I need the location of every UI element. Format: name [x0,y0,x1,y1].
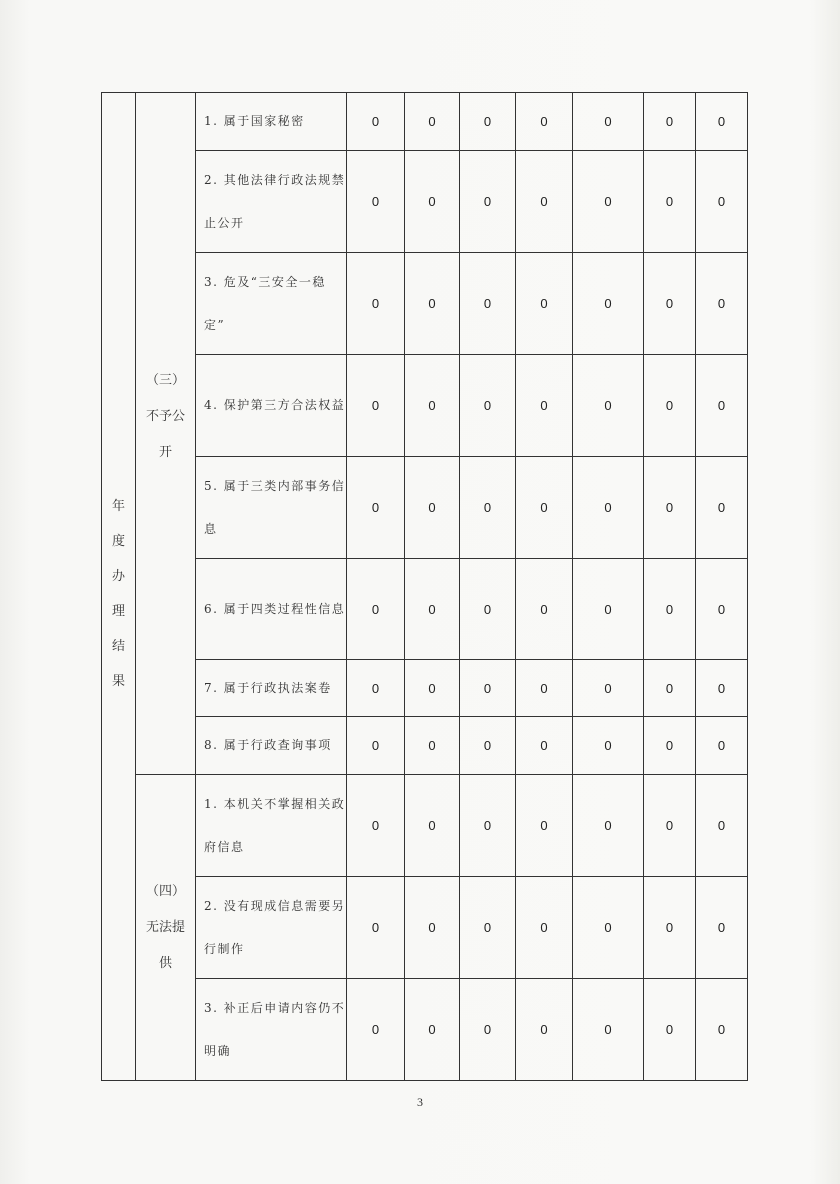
count-cell: 0 [644,559,696,660]
count-cell: 0 [347,253,405,355]
year-label-char: 果 [111,673,125,689]
group-label-line: 无法提 [145,919,185,935]
group-label-line: 不予公 [145,409,185,424]
year-label-char: 办 [111,568,125,584]
count-cell: 0 [460,355,516,457]
count-cell: 0 [644,660,696,717]
count-cell: 0 [460,877,516,979]
count-cell: 0 [696,355,748,457]
count-cell: 0 [405,717,460,775]
count-cell: 0 [573,355,644,457]
row-label [196,355,347,457]
count-cell: 0 [460,253,516,355]
count-cell: 0 [347,775,405,877]
count-cell: 0 [644,979,696,1081]
count-cell: 0 [573,717,644,775]
year-label-char: 理 [111,603,125,619]
table-row [102,979,748,1081]
count-cell: 0 [696,717,748,775]
count-cell: 0 [405,355,460,457]
count-cell: 0 [347,877,405,979]
count-cell: 0 [516,979,573,1081]
table-row [102,877,748,979]
count-cell: 0 [347,151,405,253]
count-cell: 0 [573,559,644,660]
row-label-text: 7. 属于行政执法案卷 [204,680,332,695]
count-cell: 0 [347,457,405,559]
count-cell: 0 [516,151,573,253]
count-cell: 0 [347,717,405,775]
count-cell: 0 [516,457,573,559]
row-label [196,559,347,660]
count-cell: 0 [516,717,573,775]
row-label-text: 6. 属于四类过程性信息 [204,601,346,616]
disclosure-results-table [101,92,748,1081]
row-label [196,253,347,355]
row-label-text: 1. 属于国家秘密 [204,114,305,128]
row-label-text: 5. 属于三类内部事务信息 [204,478,346,536]
row-label-text: 3. 补正后申请内容仍不明确 [204,1000,346,1058]
count-cell: 0 [696,877,748,979]
count-cell: 0 [644,877,696,979]
count-cell: 0 [460,660,516,717]
row-label [196,93,347,151]
count-cell: 0 [573,877,644,979]
row-label [196,877,347,979]
count-cell: 0 [573,979,644,1081]
count-cell: 0 [347,660,405,717]
count-cell: 0 [405,253,460,355]
count-cell: 0 [516,253,573,355]
row-label [196,151,347,253]
count-cell: 0 [573,660,644,717]
count-cell: 0 [516,877,573,979]
count-cell: 0 [405,775,460,877]
row-label-text: 8. 属于行政查询事项 [204,738,332,752]
count-cell: 0 [347,979,405,1081]
count-cell: 0 [696,979,748,1081]
count-cell: 0 [460,93,516,151]
year-label-char: 度 [111,533,125,549]
row-label-text: 1. 本机关不掌握相关政府信息 [204,796,346,854]
count-cell: 0 [516,559,573,660]
count-cell: 0 [460,717,516,775]
count-cell: 0 [347,559,405,660]
count-cell: 0 [460,979,516,1081]
count-cell: 0 [347,93,405,151]
group-label-line: 供 [158,955,172,971]
row-label [196,775,347,877]
count-cell: 0 [696,457,748,559]
count-cell: 0 [644,717,696,775]
count-cell: 0 [644,93,696,151]
count-cell: 0 [405,457,460,559]
count-cell: 0 [644,355,696,457]
row-label [196,457,347,559]
count-cell: 0 [696,93,748,151]
count-cell: 0 [405,151,460,253]
row-label [196,979,347,1081]
count-cell: 0 [573,775,644,877]
table-row [102,717,748,775]
group-label-line: （三） [145,373,185,388]
group-label-line: （四） [145,883,185,899]
table-row [102,457,748,559]
group-not-disclosed [136,93,196,775]
group-label-line: 开 [158,445,172,460]
count-cell: 0 [644,253,696,355]
count-cell: 0 [696,559,748,660]
count-cell: 0 [405,660,460,717]
count-cell: 0 [696,253,748,355]
row-label [196,717,347,775]
count-cell: 0 [460,559,516,660]
count-cell: 0 [644,775,696,877]
table-row [102,93,748,151]
year-label-char: 年 [111,498,125,514]
table-row [102,660,748,717]
table-row [102,253,748,355]
count-cell: 0 [405,979,460,1081]
count-cell: 0 [644,151,696,253]
count-cell: 0 [696,775,748,877]
table-row [102,775,748,877]
row-label [196,660,347,717]
count-cell: 0 [405,559,460,660]
count-cell: 0 [405,877,460,979]
row-label-text: 2. 其他法律行政法规禁止公开 [204,172,346,230]
table-row [102,151,748,253]
count-cell: 0 [460,457,516,559]
count-cell: 0 [644,457,696,559]
count-cell: 0 [516,660,573,717]
count-cell: 0 [516,93,573,151]
year-result-label [102,93,136,1081]
table-row [102,355,748,457]
count-cell: 0 [573,93,644,151]
page-number: 3 [417,1095,423,1109]
row-label-text: 3. 危及“三安全一稳定” [204,274,326,332]
count-cell: 0 [460,775,516,877]
row-label-text: 2. 没有现成信息需要另行制作 [204,898,346,956]
count-cell: 0 [460,151,516,253]
count-cell: 0 [516,355,573,457]
count-cell: 0 [573,151,644,253]
count-cell: 0 [516,775,573,877]
table-row [102,559,748,660]
count-cell: 0 [405,93,460,151]
year-label-char: 结 [111,638,125,654]
count-cell: 0 [573,253,644,355]
count-cell: 0 [347,355,405,457]
count-cell: 0 [573,457,644,559]
count-cell: 0 [696,660,748,717]
count-cell: 0 [696,151,748,253]
row-label-text: 4. 保护第三方合法权益 [204,398,346,412]
group-cannot-provide [136,775,196,1081]
